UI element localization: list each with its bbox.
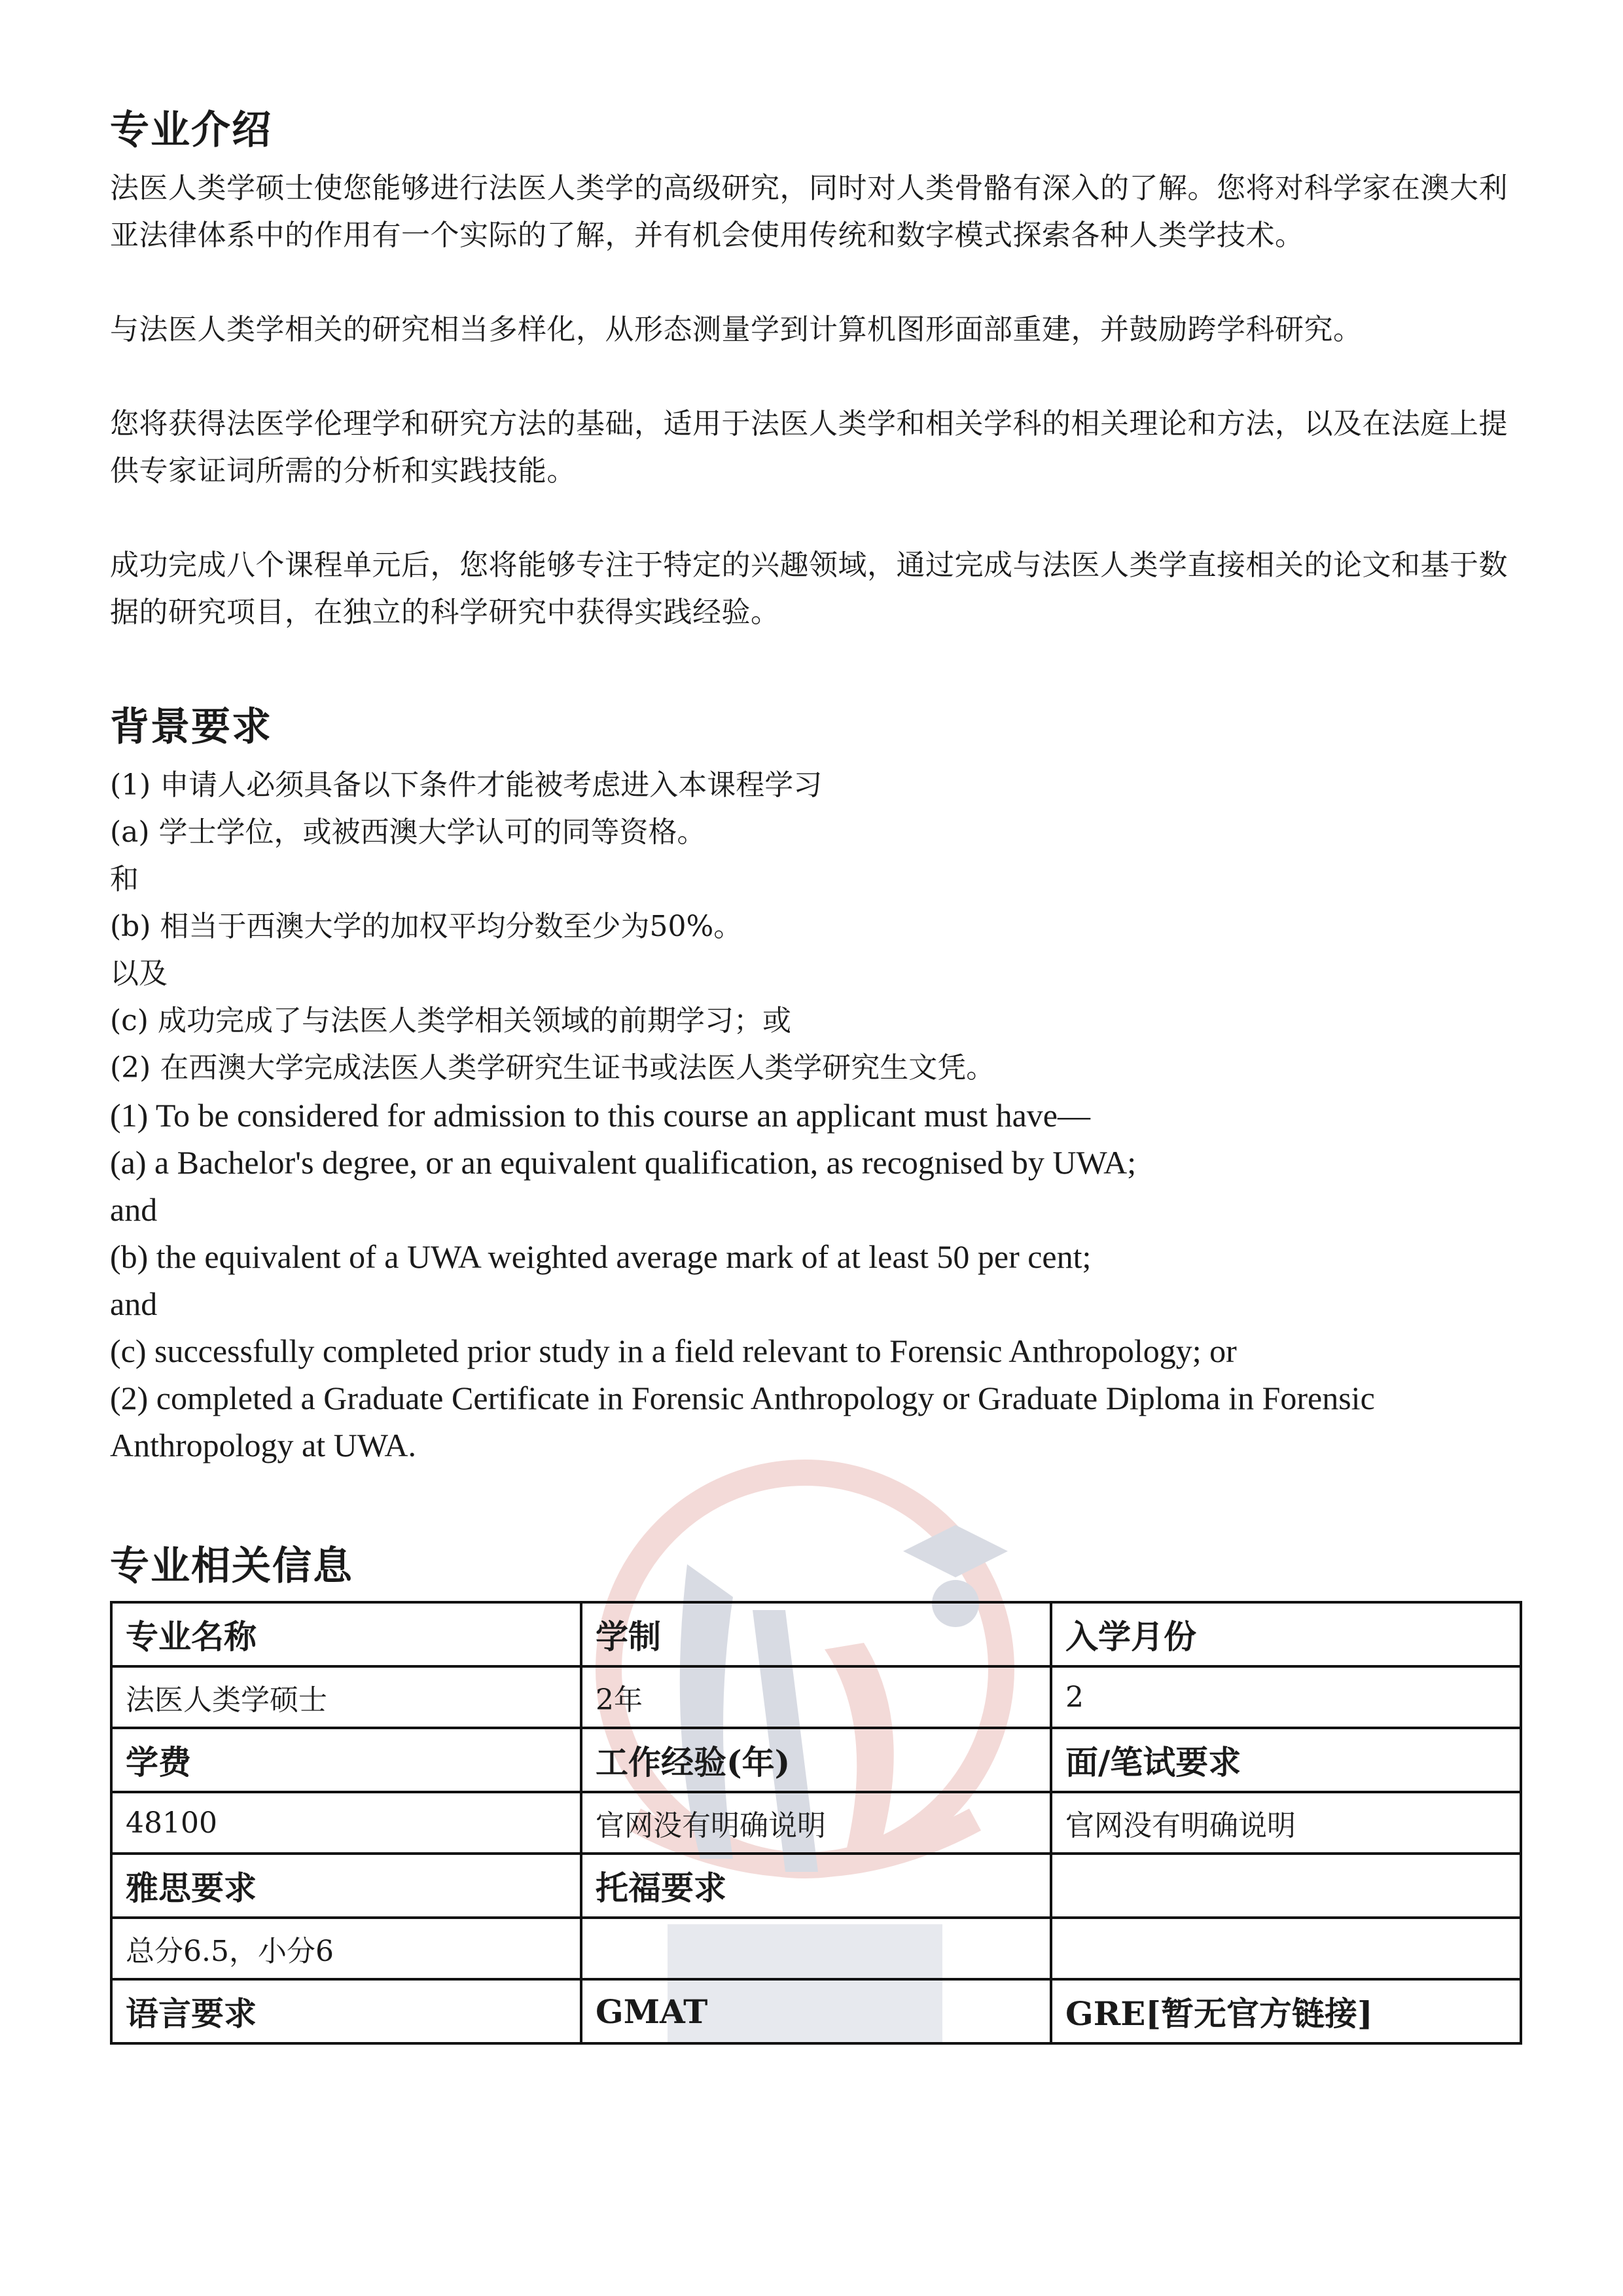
table-header-cell: 雅思要求 — [111, 1854, 581, 1918]
table-value-cell: 官网没有明确说明 — [1051, 1792, 1521, 1854]
background-line-cn: (a) 学士学位，或被西澳大学认可的同等资格。 — [110, 816, 706, 849]
table-header-cell: 专业名称 — [111, 1602, 581, 1666]
table-value-cell: 官网没有明确说明 — [581, 1792, 1051, 1854]
info-table — [110, 1601, 1522, 2045]
background-section — [110, 702, 1524, 1469]
intro-paragraph: 您将获得法医学伦理学和研究方法的基础，适用于法医人类学和相关学科的相关理论和方法，以及在法庭上提供专家证词所需的分析和实践技能。 — [110, 407, 1508, 488]
table-value-cell: 总分6.5，小分6 — [111, 1918, 581, 1979]
table-header-row — [111, 1854, 1521, 1918]
background-line-en: (2) completed a Graduate Certificate in Forensic Anthropology or Graduate Diploma in Forensic Anthropology at UWA. — [110, 1380, 1375, 1463]
table-header-cell: 学费 — [111, 1728, 581, 1792]
table-value-row — [111, 1666, 1521, 1728]
table-header-cell: GMAT — [581, 1979, 1051, 2043]
table-value-cell: 2 — [1051, 1666, 1521, 1728]
background-line-en: and — [110, 1191, 158, 1228]
background-line-en: (a) a Bachelor's degree, or an equivalent qualification, as recognised by UWA; — [110, 1144, 1137, 1181]
background-line-en: (1) To be considered for admission to this course an applicant must have— — [110, 1097, 1090, 1134]
intro-paragraph: 与法医人类学相关的研究相当多样化，从形态测量学到计算机图形面部重建，并鼓励跨学科研究。 — [110, 313, 1363, 346]
table-value-cell: 2年 — [581, 1666, 1051, 1728]
table-value-cell: 法医人类学硕士 — [111, 1666, 581, 1728]
table-value-row — [111, 1792, 1521, 1854]
intro-section — [110, 105, 1524, 636]
intro-title: 专业介绍 — [110, 107, 272, 153]
table-header-cell: 学制 — [581, 1602, 1051, 1666]
table-value-cell: 48100 — [111, 1792, 581, 1854]
background-line-cn: (c) 成功完成了与法医人类学相关领域的前期学习；或 — [110, 1004, 791, 1037]
table-header-cell: 面/笔试要求 — [1051, 1728, 1521, 1792]
info-title: 专业相关信息 — [110, 1543, 353, 1589]
table-header-cell — [1051, 1854, 1521, 1918]
table-header-cell: 工作经验(年) — [581, 1728, 1051, 1792]
background-line-en: (c) successfully completed prior study in a field relevant to Forensic Anthropology; or — [110, 1333, 1237, 1369]
document-content — [110, 105, 1524, 2117]
background-line-cn: (b) 相当于西澳大学的加权平均分数至少为50%。 — [110, 910, 743, 943]
background-line-cn: (2) 在西澳大学完成法医人类学研究生证书或法医人类学研究生文凭。 — [110, 1051, 995, 1085]
table-header-row — [111, 1728, 1521, 1792]
table-header-cell: 托福要求 — [581, 1854, 1051, 1918]
background-line-en: (b) the equivalent of a UWA weighted average mark of at least 50 per cent; — [110, 1238, 1092, 1275]
table-value-row — [111, 1918, 1521, 1979]
background-line-cn: (1) 申请人必须具备以下条件才能被考虑进入本课程学习 — [110, 768, 823, 802]
intro-paragraph: 法医人类学硕士使您能够进行法医人类学的高级研究，同时对人类骨骼有深入的了解。您将对科学家在澳大利亚法律体系中的作用有一个实际的了解，并有机会使用传统和数字模式探索各种人类学技术。 — [110, 171, 1508, 252]
table-header-cell: 入学月份 — [1051, 1602, 1521, 1666]
background-line-en: and — [110, 1285, 158, 1322]
intro-paragraph: 成功完成八个课程单元后，您将能够专注于特定的兴趣领域，通过完成与法医人类学直接相关的论文和基于数据的研究项目，在独立的科学研究中获得实践经验。 — [110, 548, 1508, 629]
table-header-row — [111, 1979, 1521, 2043]
table-value-cell — [581, 1918, 1051, 1979]
table-header-cell: GRE[暂无官方链接] — [1051, 1979, 1521, 2043]
info-section — [110, 1541, 1524, 2045]
background-line-cn: 以及 — [110, 957, 168, 990]
table-header-row — [111, 1602, 1521, 1666]
background-line-cn: 和 — [110, 863, 139, 896]
table-header-cell: 语言要求 — [111, 1979, 581, 2043]
background-title: 背景要求 — [110, 704, 272, 750]
table-value-cell — [1051, 1918, 1521, 1979]
